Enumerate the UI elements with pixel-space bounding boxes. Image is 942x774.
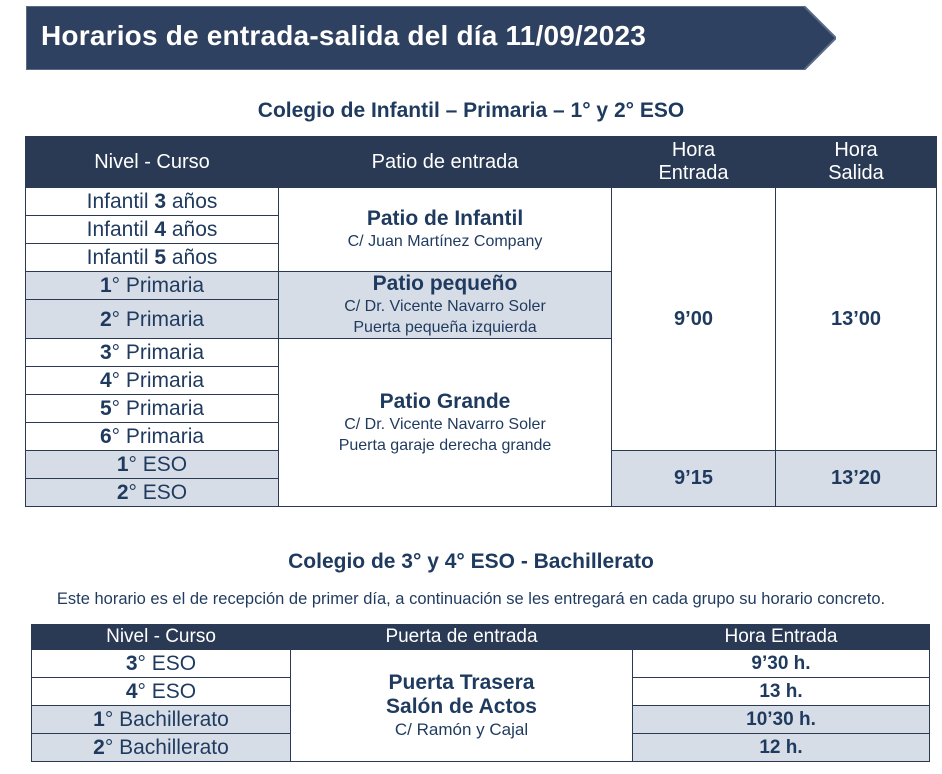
table-header-row	[32, 625, 930, 650]
title-banner	[26, 6, 836, 70]
patio-door: Puerta pequeña izquierda	[353, 319, 537, 336]
level-suffix: ° Bachillerato	[104, 708, 229, 731]
header-hora-salida-line2: Salida	[828, 162, 884, 184]
level-suffix: ° ESO	[137, 652, 197, 675]
level-number: 2	[93, 736, 105, 759]
header-hora-salida	[776, 137, 937, 188]
level-suffix: ° Primaria	[111, 274, 205, 297]
puerta-address: C/ Ramón y Cajal	[394, 720, 529, 739]
patio-door: Puerta garaje derecha grande	[338, 436, 552, 454]
header-hora-entrada	[612, 137, 776, 188]
level-number: 1	[99, 274, 112, 297]
hora-cell: 10’30 h.	[633, 706, 930, 734]
level-cell	[26, 451, 279, 479]
level-number: 4	[99, 369, 112, 392]
level-number: 3	[154, 190, 167, 213]
level-number: 3	[99, 341, 112, 364]
patio-name: Patio pequeño	[372, 272, 518, 295]
table-header-row	[26, 137, 937, 188]
header-hora: Hora Entrada	[633, 625, 930, 650]
puerta-name-2: Salón de Actos	[386, 695, 537, 718]
header-hora-entrada-line1: Hora	[671, 139, 716, 161]
level-suffix: años	[166, 218, 218, 241]
table-row	[32, 650, 930, 678]
hora-salida-eso-cell: 13’20	[776, 451, 937, 507]
level-suffix: ° ESO	[128, 481, 188, 504]
patio-pequeno-cell	[279, 272, 612, 339]
level-prefix: Infantil	[86, 246, 155, 269]
level-suffix: ° Primaria	[111, 307, 205, 331]
puerta-name-1: Puerta Trasera	[388, 671, 535, 694]
level-cell	[32, 650, 291, 678]
level-suffix: ° Primaria	[111, 341, 205, 364]
level-cell	[32, 678, 291, 706]
patio-address: C/ Dr. Vicente Navarro Soler	[344, 298, 546, 315]
patio-infantil-cell	[279, 188, 612, 272]
level-number: 2	[116, 481, 129, 504]
reception-note: Este horario es el de recepción de primer día, a continuación se les entregará en cada grupo su horario concreto.	[56, 590, 886, 608]
level-number: 5	[154, 246, 167, 269]
header-nivel: Nivel - Curso	[32, 625, 291, 650]
level-suffix: ° Primaria	[111, 425, 205, 448]
hora-entrada-cell: 9’00	[612, 188, 776, 451]
level-number: 6	[99, 425, 112, 448]
level-cell	[26, 479, 279, 507]
level-number: 4	[154, 218, 167, 241]
level-prefix: Infantil	[86, 218, 155, 241]
level-cell	[26, 339, 279, 367]
hora-cell: 12 h.	[633, 734, 930, 762]
patio-name: Patio de Infantil	[366, 207, 524, 230]
level-number: 5	[99, 397, 112, 420]
level-number: 1	[93, 708, 105, 731]
schedule-table-bachillerato	[31, 624, 930, 762]
level-number: 2	[99, 307, 112, 331]
level-cell	[26, 272, 279, 300]
hora-entrada-eso-cell: 9’15	[612, 451, 776, 507]
hora-cell: 9’30 h.	[633, 650, 930, 678]
level-suffix: ° Bachillerato	[104, 736, 229, 759]
hora-cell: 13 h.	[633, 678, 930, 706]
level-cell	[32, 706, 291, 734]
patio-address: C/ Juan Martínez Company	[347, 233, 543, 250]
level-suffix: ° Primaria	[111, 397, 205, 420]
hora-salida-cell: 13’00	[776, 188, 937, 451]
level-cell	[26, 423, 279, 451]
level-suffix: años	[166, 246, 218, 269]
page-title: Horarios de entrada-salida del día 11/09/2023	[41, 20, 647, 51]
level-cell	[26, 188, 279, 216]
section2-title: Colegio de 3° y 4° ESO - Bachillerato	[288, 550, 654, 573]
header-hora-salida-line1: Hora	[834, 139, 878, 161]
patio-grande-cell	[279, 339, 612, 507]
table-row	[26, 188, 937, 216]
level-number: 1	[116, 453, 129, 476]
schedule-table-primary	[25, 136, 937, 507]
level-number: 4	[125, 680, 138, 703]
header-hora-entrada-line2: Entrada	[658, 162, 729, 184]
level-cell	[26, 216, 279, 244]
level-suffix: ° Primaria	[111, 369, 205, 392]
level-suffix: ° ESO	[137, 680, 197, 703]
level-number: 3	[125, 652, 138, 675]
level-cell	[26, 395, 279, 423]
puerta-cell	[291, 650, 633, 762]
patio-address: C/ Dr. Vicente Navarro Soler	[344, 415, 546, 433]
patio-name: Patio Grande	[379, 389, 511, 413]
level-prefix: Infantil	[86, 190, 155, 213]
section1-title: Colegio de Infantil – Primaria – 1° y 2° ESO	[257, 99, 685, 122]
header-nivel: Nivel - Curso	[26, 137, 279, 188]
level-suffix: ° ESO	[128, 453, 188, 476]
level-cell	[26, 244, 279, 272]
level-suffix: años	[166, 190, 218, 213]
header-patio: Patio de entrada	[279, 137, 612, 188]
header-puerta: Puerta de entrada	[291, 625, 633, 650]
level-cell	[32, 734, 291, 762]
level-cell	[26, 367, 279, 395]
level-cell	[26, 300, 279, 339]
